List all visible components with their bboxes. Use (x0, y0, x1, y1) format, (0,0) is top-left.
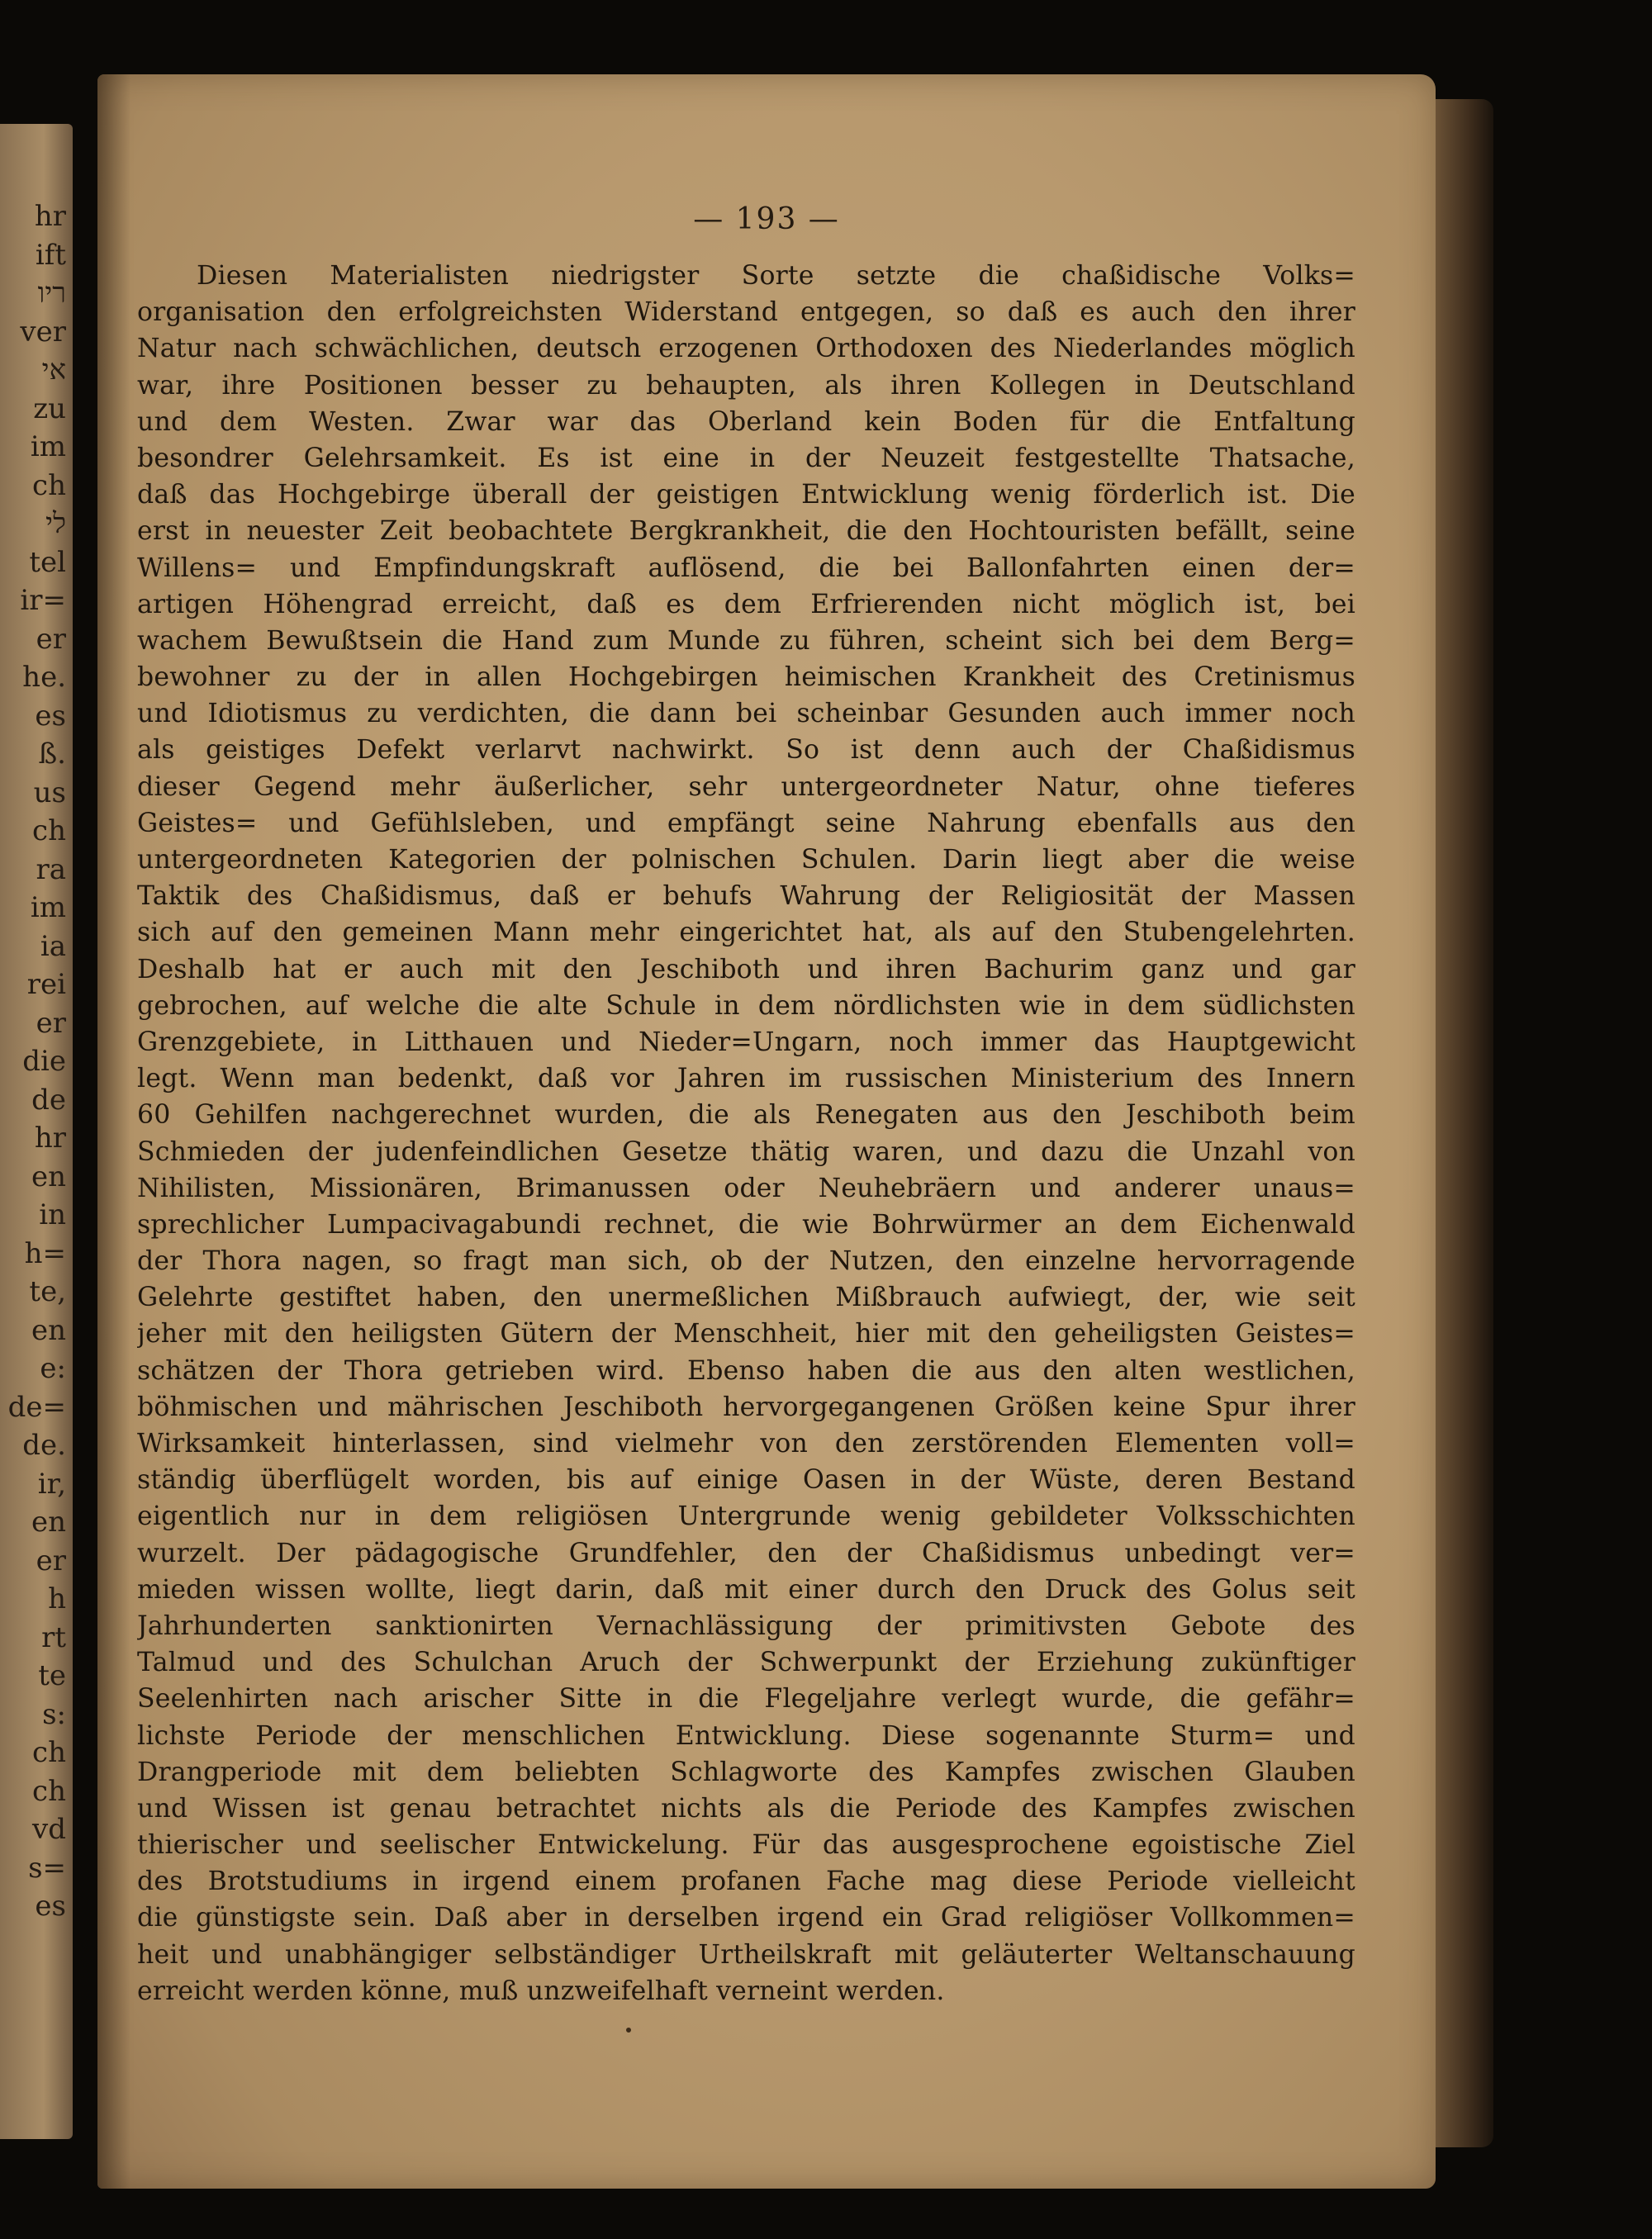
text-line: ständig überflügelt worden, bis auf einige Oasen in der Wüste, deren Bestand (137, 1465, 1355, 1496)
left-page-fragment: er (36, 622, 66, 656)
text-line: untergeordneten Kategorien der polnischen Schulen. Darin liegt aber die weise (137, 845, 1355, 875)
left-page-fragment: de (31, 1083, 66, 1117)
left-page-fragment: in (39, 1198, 66, 1231)
text-line: Deshalb hat er auch mit den Jeschiboth und ihren Bachurim ganz und gar (137, 954, 1355, 984)
left-page-fragment: en (31, 1506, 66, 1539)
text-line: Gelehrte gestiftet haben, den unermeßlichen Mißbrauch aufwiegt, der, wie seit (137, 1283, 1355, 1313)
left-page-fragment: te (38, 1659, 66, 1692)
left-page-fragment: en (31, 1160, 66, 1193)
left-page-fragment: ch (32, 1774, 66, 1808)
text-line: Natur nach schwächlichen, deutsch erzogenen Orthodoxen des Niederlandes möglich (137, 334, 1355, 364)
left-page-fragment: ia (40, 929, 66, 963)
text-line: Grenzgebiete, in Litthauen und Nieder=Ungarn, noch immer das Hauptgewicht (137, 1027, 1355, 1057)
left-page-fragment: ch (32, 1736, 66, 1769)
left-page-fragment: zu (33, 391, 66, 425)
left-page-fragment: hr (34, 1122, 66, 1155)
left-page-fragment: ch (32, 814, 66, 847)
text-line: als geistiges Defekt verlarvt nachwirkt. So ist denn auch der Chaßidismus (137, 735, 1355, 766)
left-page-fragment: hr (34, 200, 66, 233)
left-page-fragment: he. (22, 661, 66, 694)
text-line: daß das Hochgebirge überall der geistigen Entwicklung wenig förderlich ist. Die (137, 480, 1355, 510)
left-page-fragment: er (36, 1006, 66, 1040)
text-line: organisation den erfolgreichsten Widerstand entgegen, so daß es auch den ihrer (137, 297, 1355, 328)
left-page-fragment: rei (26, 968, 66, 1001)
left-page-fragment: לי (45, 507, 66, 540)
text-line: bewohner zu der in allen Hochgebirgen heimischen Krankheit des Cretinismus (137, 662, 1355, 693)
text-line: des Brotstudiums in irgend einem profanen Fache mag diese Periode vielleicht (137, 1867, 1355, 1897)
text-line: Taktik des Chaßidismus, daß er behufs Wahrung der Religiosität der Massen (137, 881, 1355, 912)
left-page-fragment: im (30, 891, 66, 924)
book-page (97, 74, 1436, 2189)
text-line: Jahrhunderten sanktionirten Vernachlässigung der primitivsten Gebote des (137, 1610, 1355, 1641)
text-line: mieden wissen wollte, liegt darin, daß mit einer durch den Druck des Golus seit (137, 1574, 1355, 1605)
left-page-fragment: ir, (37, 1467, 66, 1501)
left-page-fragment: es (35, 1890, 66, 1923)
text-line: böhmischen und mährischen Jeschiboth hervorgegangenen Größen keine Spur ihrer (137, 1392, 1355, 1422)
text-line: schätzen der Thora getrieben wird. Ebenso haben die aus den alten westlichen, (137, 1355, 1355, 1386)
left-page-fragment: ver (20, 315, 66, 349)
text-line: erreicht werden könne, muß unzweifelhaft verneint werden. (137, 1976, 945, 2006)
text-line: die günstigste sein. Daß aber in derselben irgend ein Grad religiöser Vollkommen= (137, 1903, 1355, 1933)
left-page-fragment: tel (29, 545, 66, 579)
left-page-fragment: ch (32, 468, 66, 502)
text-line: Wirksamkeit hinterlassen, sind vielmehr von den zerstörenden Elementen voll= (137, 1429, 1355, 1459)
text-line: legt. Wenn man bedenkt, daß vor Jahren im russischen Ministerium des Innern (137, 1064, 1355, 1094)
text-line: und Idiotismus zu verdichten, die dann bei scheinbar Gesunden auch immer noch (137, 699, 1355, 729)
text-line: wurzelt. Der pädagogische Grundfehler, den der Chaßidismus unbedingt ver= (137, 1538, 1355, 1568)
left-page-fragment: ריו (37, 277, 66, 310)
body-text (137, 258, 1355, 2009)
text-line: besondrer Gelehrsamkeit. Es ist eine in der Neuzeit festgestellte Thatsache, (137, 443, 1355, 473)
left-page-fragment: vd (32, 1813, 66, 1846)
left-page-fragment: e: (40, 1352, 66, 1385)
text-line: war, ihre Positionen besser zu behaupten, als ihren Kollegen in Deutschland (137, 370, 1355, 401)
left-page-fragment: te, (29, 1275, 66, 1308)
left-page-fragment: er (36, 1544, 66, 1577)
left-page-fragment: ir= (20, 584, 66, 617)
book-cover-edge (1436, 99, 1493, 2147)
text-line: und dem Westen. Zwar war das Oberland kein Boden für die Entfaltung (137, 406, 1355, 437)
text-line: artigen Höhengrad erreicht, daß es dem Erfrierenden nicht möglich ist, bei (137, 589, 1355, 619)
text-line: eigentlich nur in dem religiösen Untergrunde wenig gebildeter Volksschichten (137, 1501, 1355, 1532)
text-line: heit und unabhängiger selbständiger Urtheilskraft mit geläuterter Weltanschauung (137, 1939, 1355, 1970)
left-page-fragment: die (22, 1045, 66, 1078)
left-page-fragment: de. (22, 1429, 66, 1462)
text-line: Schmieden der judenfeindlichen Gesetze thätig waren, und dazu die Unzahl von (137, 1136, 1355, 1167)
left-page-fragment: de= (7, 1390, 66, 1424)
text-line: sprechlicher Lumpacivagabundi rechnet, die wie Bohrwürmer an dem Eichenwald (137, 1209, 1355, 1240)
left-page-fragment: en (31, 1313, 66, 1347)
text-line: Diesen Materialisten niedrigster Sorte setzte die chaßidische Volks= (197, 261, 1355, 291)
left-page-fragment: ra (36, 852, 66, 886)
left-page-fragment: es (35, 699, 66, 733)
text-line: lichste Periode der menschlichen Entwicklung. Diese sogenannte Sturm= und (137, 1720, 1355, 1751)
page-number: — 193 — (693, 202, 840, 236)
text-line: Seelenhirten nach arischer Sitte in die Flegeljahre verlegt wurde, die gefähr= (137, 1684, 1355, 1715)
text-line: wachem Bewußtsein die Hand zum Munde zu führen, scheint sich bei dem Berg= (137, 625, 1355, 656)
text-line: dieser Gegend mehr äußerlicher, sehr untergeordneter Natur, ohne tieferes (137, 771, 1355, 802)
text-line: 60 Gehilfen nachgerechnet wurden, die als Renegaten aus den Jeschiboth beim (137, 1100, 1355, 1131)
text-line: gebrochen, auf welche die alte Schule in dem nördlichsten wie in dem südlichsten (137, 990, 1355, 1021)
left-page-fragment: rt (41, 1620, 66, 1654)
text-line: der Thora nagen, so fragt man sich, ob der Nutzen, den einzelne hervorragende (137, 1246, 1355, 1277)
text-line: Drangperiode mit dem beliebten Schlagworte des Kampfes zwischen Glauben (137, 1757, 1355, 1787)
text-line: thierischer und seelischer Entwickelung. Für das ausgesprochene egoistische Ziel (137, 1830, 1355, 1861)
left-page-fragment: im (30, 430, 66, 463)
text-line: Geistes= und Gefühlsleben, und empfängt seine Nahrung ebenfalls aus den (137, 808, 1355, 838)
left-page-fragment: s: (42, 1697, 66, 1731)
spine-shadow (97, 74, 131, 2189)
text-line: Nihilisten, Missionären, Brimanussen oder Neuhebräern und anderer unaus= (137, 1173, 1355, 1203)
text-line: und Wissen ist genau betrachtet nichts als die Periode des Kampfes zwischen (137, 1793, 1355, 1824)
ink-speck (626, 2028, 631, 2033)
text-line: sich auf den gemeinen Mann mehr eingerichtet hat, als auf den Stubengelehrten. (137, 918, 1355, 948)
left-page-fragment: ift (35, 238, 66, 272)
left-page-fragment: us (33, 776, 66, 809)
left-page-fragment: אי (41, 353, 66, 387)
text-line: jeher mit den heiligsten Gütern der Menschheit, hier mit den geheiligsten Geistes= (137, 1319, 1355, 1350)
left-page-fragment: h (48, 1582, 66, 1615)
left-page-fragment: ß. (38, 738, 66, 771)
left-page-fragment: s= (28, 1851, 66, 1885)
left-page-fragment: h= (24, 1236, 66, 1270)
text-line: Willens= und Empfindungskraft auflösend, die bei Ballonfahrten einen der= (137, 553, 1355, 583)
left-page-edge (0, 124, 73, 2139)
text-line: erst in neuester Zeit beobachtete Bergkrankheit, die den Hochtouristen befällt, seine (137, 516, 1355, 547)
text-line: Talmud und des Schulchan Aruch der Schwerpunkt der Erziehung zukünftiger (137, 1648, 1355, 1678)
